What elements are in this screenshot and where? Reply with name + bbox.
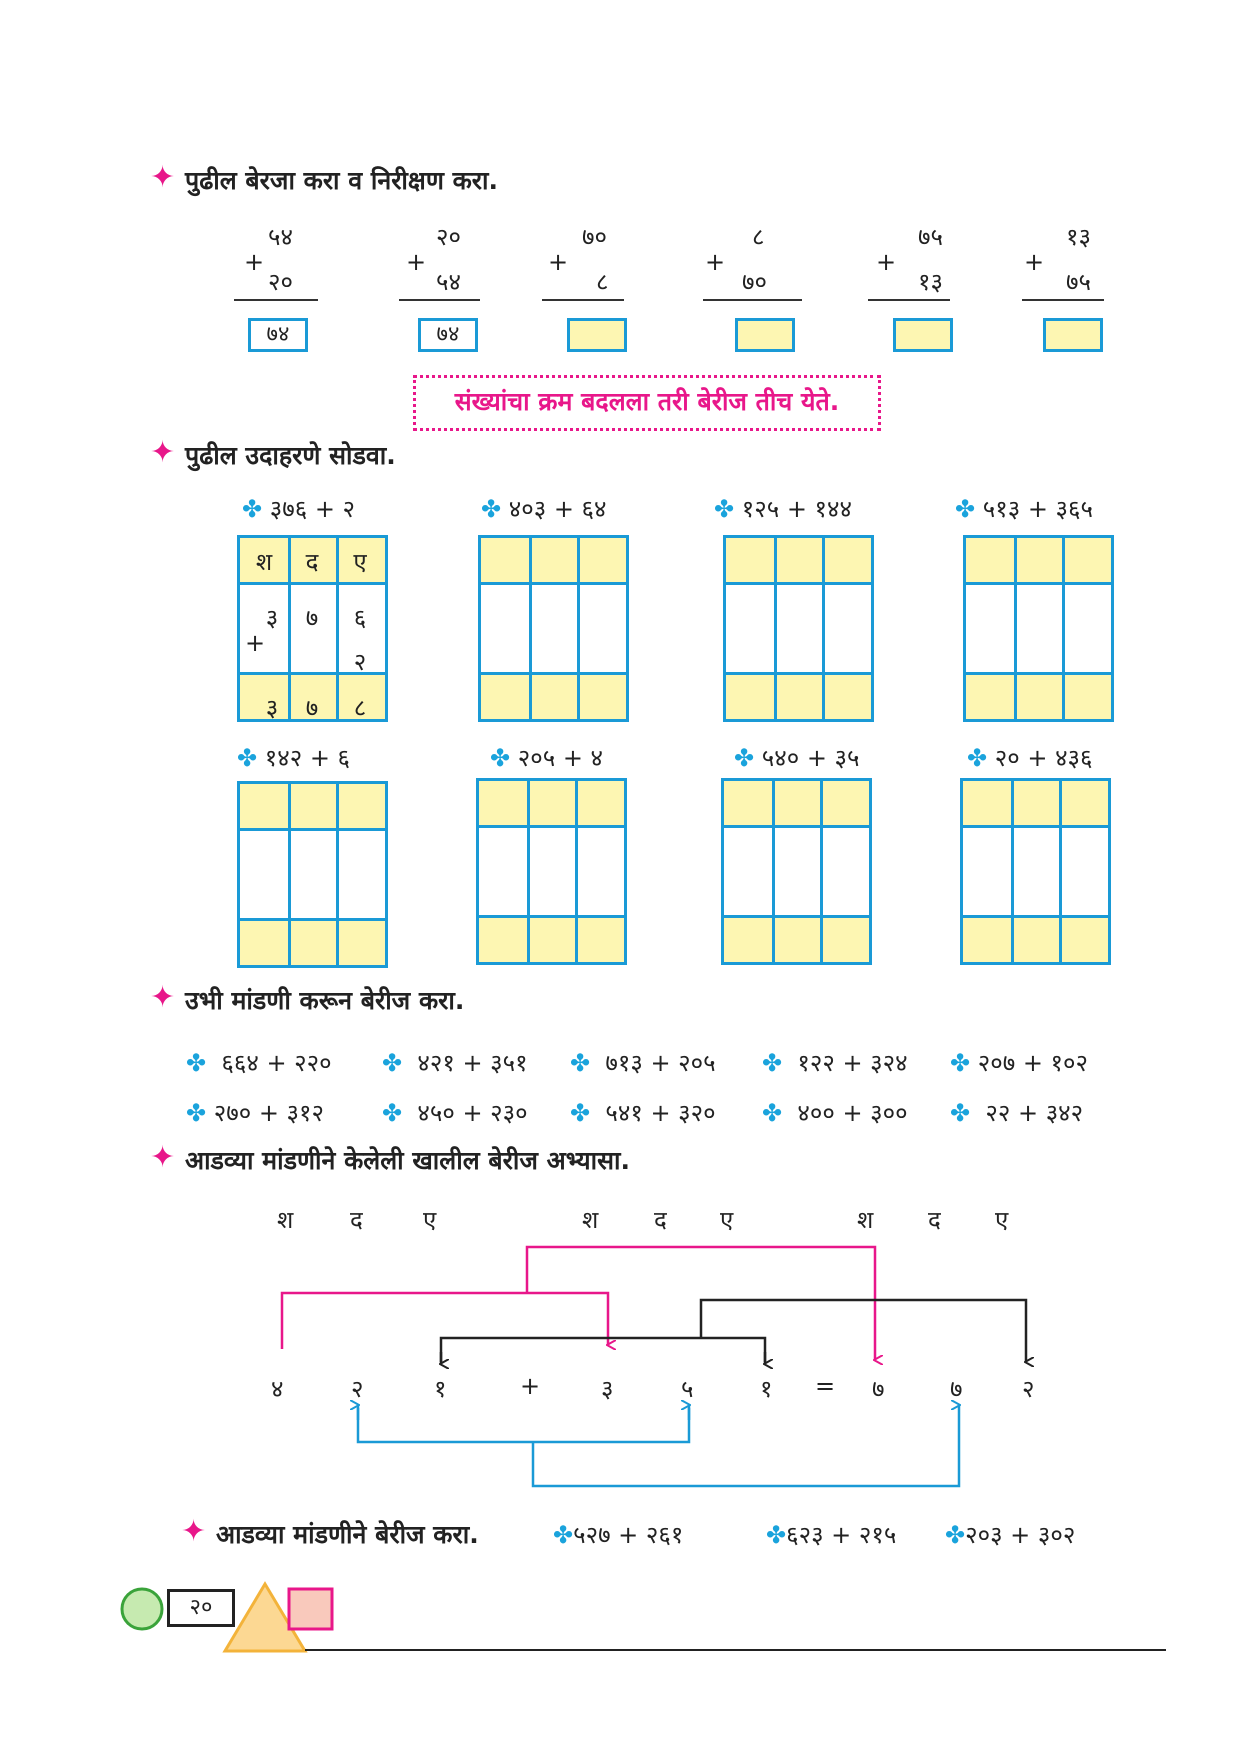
vertical-sum-item: ✤ ४०० + ३००: [762, 1099, 908, 1127]
sum-line: [542, 299, 624, 301]
club-bullet-icon: ✤: [714, 495, 742, 523]
club-bullet-icon: ✤: [950, 1049, 971, 1077]
place-value-grid[interactable]: [723, 535, 874, 722]
section5-heading: आडव्या मांडणीने बेरीज करा.: [216, 1520, 479, 1549]
star-bullet-icon: ✦: [150, 160, 176, 195]
sum-line: [1022, 299, 1104, 301]
vertical-sum-item: ✤ २२ + ३४२: [950, 1099, 1084, 1127]
problem-bottom-number: १३: [918, 268, 943, 296]
club-bullet-icon: ✤: [481, 495, 509, 523]
plus-sign: +: [245, 629, 266, 657]
horizontal-sum-item: ✤५२७ + २६१: [553, 1521, 684, 1549]
star-bullet-icon: ✦: [181, 1514, 207, 1549]
club-bullet-icon: ✤: [967, 744, 995, 772]
horizontal-sum-item: ✤६२३ + २१५: [766, 1521, 897, 1549]
vertical-sum-item: ✤ ५४१ + ३२०: [570, 1099, 716, 1127]
digit: २: [351, 1375, 364, 1403]
tens-arrow: [358, 1408, 689, 1442]
equals-sign: =: [815, 1372, 836, 1400]
problem-top-number: ७५: [918, 223, 943, 251]
club-bullet-icon: ✤: [242, 495, 270, 523]
club-bullet-icon: ✤: [186, 1099, 207, 1127]
sum-line: [234, 299, 318, 301]
section2-heading: पुढील उदाहरणे सोडवा.: [185, 441, 396, 470]
plus-sign: +: [520, 1372, 541, 1400]
ones-arrow: [441, 1338, 765, 1362]
section3-heading: उभी मांडणी करून बेरीज करा.: [185, 986, 465, 1015]
vertical-sum-item: ✤ ६६४ + २२०: [186, 1049, 332, 1077]
place-value-grid[interactable]: [721, 778, 872, 965]
place-label: ए: [720, 1206, 734, 1234]
problem-label: ✤ १४२ + ६: [237, 744, 351, 772]
problem-top-number: ५४: [268, 223, 293, 251]
star-bullet-icon: ✦: [150, 435, 176, 470]
digit: २: [353, 648, 367, 676]
answer-box[interactable]: [567, 318, 627, 352]
place-value-grid-example: [237, 535, 388, 722]
club-bullet-icon: ✤: [237, 744, 265, 772]
club-bullet-icon: ✤: [762, 1099, 783, 1127]
vertical-sum-item: ✤ २०७ + १०२: [950, 1049, 1088, 1077]
plus-sign: +: [705, 248, 726, 276]
digit: ६: [353, 604, 367, 632]
place-value-grid[interactable]: [476, 778, 627, 965]
tens-sum-arrow: [533, 1405, 959, 1486]
place-label: ए: [995, 1206, 1009, 1234]
problem-bottom-number: ८: [596, 268, 609, 296]
commutative-note: संख्यांचा क्रम बदलला तरी बेरीज तीच येते.: [413, 375, 881, 431]
club-bullet-icon: ✤: [382, 1099, 403, 1127]
problem-label: ✤ ४०३ + ६४: [481, 495, 607, 523]
sum-line: [868, 299, 950, 301]
result-digit: ७: [305, 694, 319, 722]
result-digit: ७: [950, 1375, 963, 1403]
place-value-grid[interactable]: [960, 778, 1111, 965]
problem-bottom-number: २०: [268, 268, 293, 296]
hundreds-arrow: [282, 1293, 608, 1349]
place-label: द: [928, 1206, 941, 1234]
problem-top-number: ७०: [582, 223, 607, 251]
answer-box[interactable]: [893, 318, 953, 352]
place-value-grid[interactable]: [963, 535, 1114, 722]
star-bullet-icon: ✦: [150, 980, 176, 1015]
problem-top-number: ८: [752, 223, 765, 251]
result-digit: ७: [872, 1375, 885, 1403]
digit: १: [760, 1375, 773, 1403]
plus-sign: +: [406, 248, 427, 276]
digit: ३: [601, 1375, 614, 1403]
tens-header: द: [305, 548, 319, 576]
plus-sign: +: [244, 248, 265, 276]
club-bullet-icon: ✤: [955, 495, 983, 523]
vertical-sum-item: ✤ ४५० + २३०: [382, 1099, 528, 1127]
place-label: द: [654, 1206, 667, 1234]
place-label: द: [350, 1206, 363, 1234]
section1-heading: पुढील बेरजा करा व निरीक्षण करा.: [185, 166, 498, 195]
problem-label: ✤ ३७६ + २: [242, 495, 356, 523]
problem-label: ✤ १२५ + १४४: [714, 495, 852, 523]
digit: ७: [305, 604, 319, 632]
vertical-sum-item: ✤ २७० + ३१२: [186, 1099, 324, 1127]
orange-triangle-icon: [225, 1584, 305, 1651]
horizontal-sum-item: ✤२०३ + ३०२: [945, 1521, 1076, 1549]
club-bullet-icon: ✤: [766, 1521, 787, 1549]
place-label: ए: [423, 1206, 437, 1234]
result-digit: ८: [353, 694, 367, 722]
digit: ४: [271, 1375, 284, 1403]
answer-box[interactable]: ७४: [418, 318, 478, 352]
club-bullet-icon: ✤: [950, 1099, 971, 1127]
digit: ५: [681, 1375, 694, 1403]
answer-box[interactable]: ७४: [248, 318, 308, 352]
club-bullet-icon: ✤: [570, 1099, 591, 1127]
answer-box[interactable]: [1043, 318, 1103, 352]
vertical-sum-item: ✤ १२२ + ३२४: [762, 1049, 908, 1077]
club-bullet-icon: ✤: [762, 1049, 783, 1077]
problem-label: ✤ २०५ + ४: [490, 744, 604, 772]
result-digit: ३: [265, 694, 279, 722]
club-bullet-icon: ✤: [570, 1049, 591, 1077]
vertical-sum-item: ✤ ७१३ + २०५: [570, 1049, 716, 1077]
club-bullet-icon: ✤: [382, 1049, 403, 1077]
place-label: श: [857, 1206, 874, 1234]
club-bullet-icon: ✤: [945, 1521, 966, 1549]
problem-label: ✤ ५१३ + ३६५: [955, 495, 1093, 523]
plus-sign: +: [1024, 248, 1045, 276]
digit: १: [434, 1375, 447, 1403]
section4-heading: आडव्या मांडणीने केलेली खालील बेरीज अभ्यासा.: [185, 1146, 630, 1175]
star-bullet-icon: ✦: [150, 1140, 176, 1175]
problem-bottom-number: ७०: [742, 268, 767, 296]
green-circle-icon: [122, 1589, 162, 1629]
place-value-grid[interactable]: [478, 535, 629, 722]
club-bullet-icon: ✤: [553, 1521, 574, 1549]
digit: ३: [265, 604, 279, 632]
pink-square-icon: [289, 1589, 332, 1629]
vertical-sum-item: ✤ ४२१ + ३५१: [382, 1049, 528, 1077]
ones-sum-arrow: [701, 1300, 1026, 1362]
hundreds-sum-arrow: [527, 1247, 875, 1360]
club-bullet-icon: ✤: [186, 1049, 207, 1077]
problem-label: ✤ ५४० + ३५: [734, 744, 860, 772]
problem-bottom-number: ५४: [436, 268, 461, 296]
place-value-grid[interactable]: [237, 781, 388, 968]
club-bullet-icon: ✤: [490, 744, 518, 772]
sum-line: [703, 299, 802, 301]
result-digit: २: [1022, 1375, 1035, 1403]
plus-sign: +: [548, 248, 569, 276]
problem-label: ✤ २० + ४३६: [967, 744, 1093, 772]
answer-box[interactable]: [735, 318, 795, 352]
problem-bottom-number: ७५: [1066, 268, 1091, 296]
club-bullet-icon: ✤: [734, 744, 762, 772]
page-number: २०: [167, 1589, 235, 1627]
place-label: श: [277, 1206, 294, 1234]
plus-sign: +: [876, 248, 897, 276]
hundreds-header: श: [255, 548, 273, 576]
problem-top-number: २०: [436, 223, 461, 251]
place-label: श: [582, 1206, 599, 1234]
sum-line: [399, 299, 480, 301]
problem-top-number: १३: [1066, 223, 1091, 251]
ones-header: ए: [353, 548, 367, 576]
